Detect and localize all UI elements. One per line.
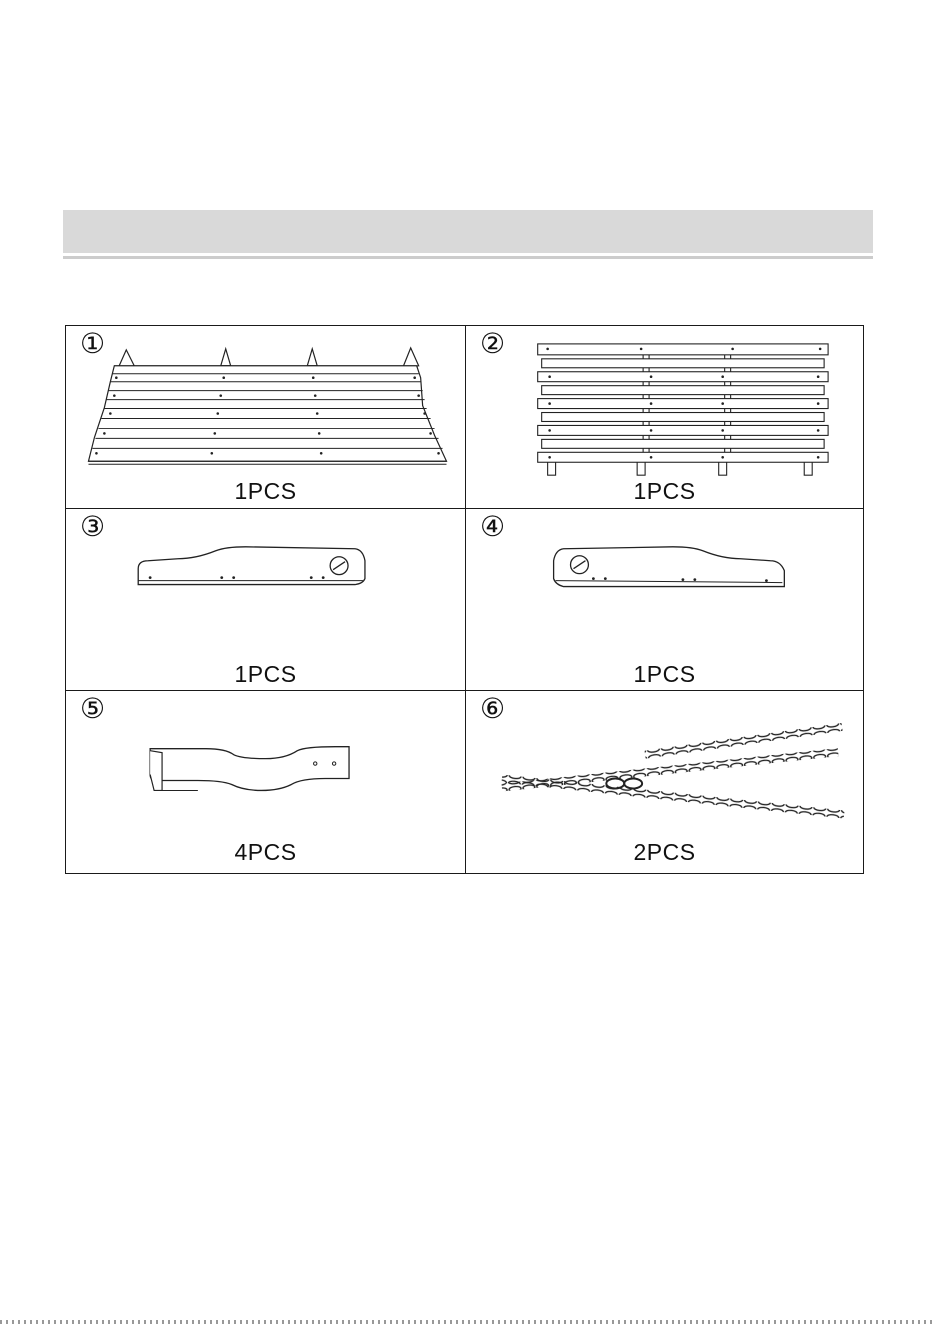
part-number: ② xyxy=(480,327,506,360)
part-number: ① xyxy=(80,327,106,360)
part-cell-2 xyxy=(466,326,863,509)
part-number: ④ xyxy=(480,510,506,543)
part-cell-5 xyxy=(66,691,466,873)
footer-dotted-rule xyxy=(0,1320,933,1324)
part-quantity: 4PCS xyxy=(234,839,297,865)
part-quantity: 1PCS xyxy=(234,661,297,687)
part-quantity: 1PCS xyxy=(633,661,696,687)
part-cell-3 xyxy=(66,509,466,691)
part-quantity: 1PCS xyxy=(633,478,696,504)
parts-grid xyxy=(65,325,864,874)
part-cell-6 xyxy=(466,691,863,873)
part-number: ⑥ xyxy=(480,692,506,725)
part-quantity: 2PCS xyxy=(633,839,696,865)
part-quantity: 1PCS xyxy=(234,478,297,504)
section-header-rule xyxy=(63,256,873,259)
part-number: ③ xyxy=(80,510,106,543)
part-cell-1 xyxy=(66,326,466,509)
part-cell-4 xyxy=(466,509,863,691)
section-header-bar xyxy=(63,210,873,253)
part-number: ⑤ xyxy=(80,692,106,725)
